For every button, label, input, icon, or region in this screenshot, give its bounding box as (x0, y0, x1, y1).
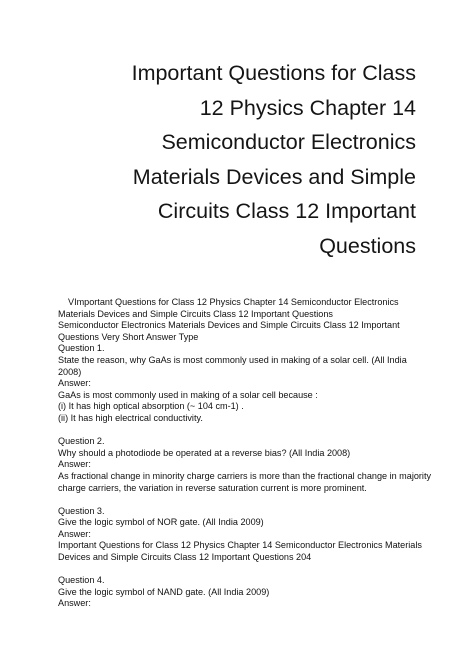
question-heading: Question 4. (58, 575, 105, 586)
paragraph-gap (58, 564, 430, 576)
answer-label: Answer: (58, 378, 91, 389)
title-line: Important Questions for Class (131, 61, 416, 85)
answer-label: Answer: (58, 459, 91, 470)
question-block-2 (58, 436, 430, 494)
title-line: Questions (319, 233, 416, 258)
intro-line: Semiconductor Electronics Materials Devices and Simple Circuits Class 12 Important (58, 320, 400, 331)
intro-line: VImportant Questions for Class 12 Physics Chapter 14 Semiconductor Electronics (68, 297, 399, 307)
question-text: State the reason, why GaAs is most commonly used in making of a solar cell. (All India (58, 354, 407, 365)
answer-text: (i) It has high optical absorption (~ 104 cm-1) . (58, 401, 244, 412)
document-body (58, 297, 430, 610)
title-line: Materials Devices and Simple (132, 164, 416, 189)
answer-text: charge carriers, the variation in reverse saturation current is more prominent. (58, 482, 367, 493)
question-heading: Question 2. (58, 436, 105, 447)
answer-text: As fractional change in minority charge carriers is more than the fractional change in majority (58, 470, 432, 481)
question-heading: Question 1. (58, 343, 105, 354)
question-block-4 (58, 575, 430, 610)
paragraph-gap (58, 494, 430, 506)
intro-line: Materials Devices and Simple Circuits Class 12 Important Questions (58, 308, 333, 319)
question-block-1 (58, 343, 430, 424)
question-text: Give the logic symbol of NOR gate. (All India 2009) (58, 517, 264, 528)
answer-text: Important Questions for Class 12 Physics Chapter 14 Semiconductor Electronics Materials (58, 540, 422, 551)
question-text: 2008) (58, 366, 82, 377)
intro-paragraph (58, 297, 430, 343)
question-text: Why should a photodiode be operated at a reverse bias? (All India 2008) (58, 447, 351, 458)
answer-text: (ii) It has high electrical conductivity. (58, 412, 203, 423)
answer-text: GaAs is most commonly used in making of a solar cell because : (58, 389, 318, 400)
intro-line: Questions Very Short Answer Type (58, 331, 199, 342)
document-title (36, 56, 416, 264)
paragraph-gap (58, 425, 430, 437)
answer-label: Answer: (58, 598, 91, 609)
title-line: 12 Physics Chapter 14 (199, 95, 416, 120)
question-text: Give the logic symbol of NAND gate. (All India 2009) (58, 586, 270, 597)
answer-label: Answer: (58, 528, 91, 539)
question-block-3 (58, 506, 430, 564)
title-line: Circuits Class 12 Important (157, 199, 416, 224)
question-heading: Question 3. (58, 505, 105, 516)
answer-text: Devices and Simple Circuits Class 12 Important Questions 204 (58, 552, 312, 563)
title-line: Semiconductor Electronics (161, 130, 416, 155)
